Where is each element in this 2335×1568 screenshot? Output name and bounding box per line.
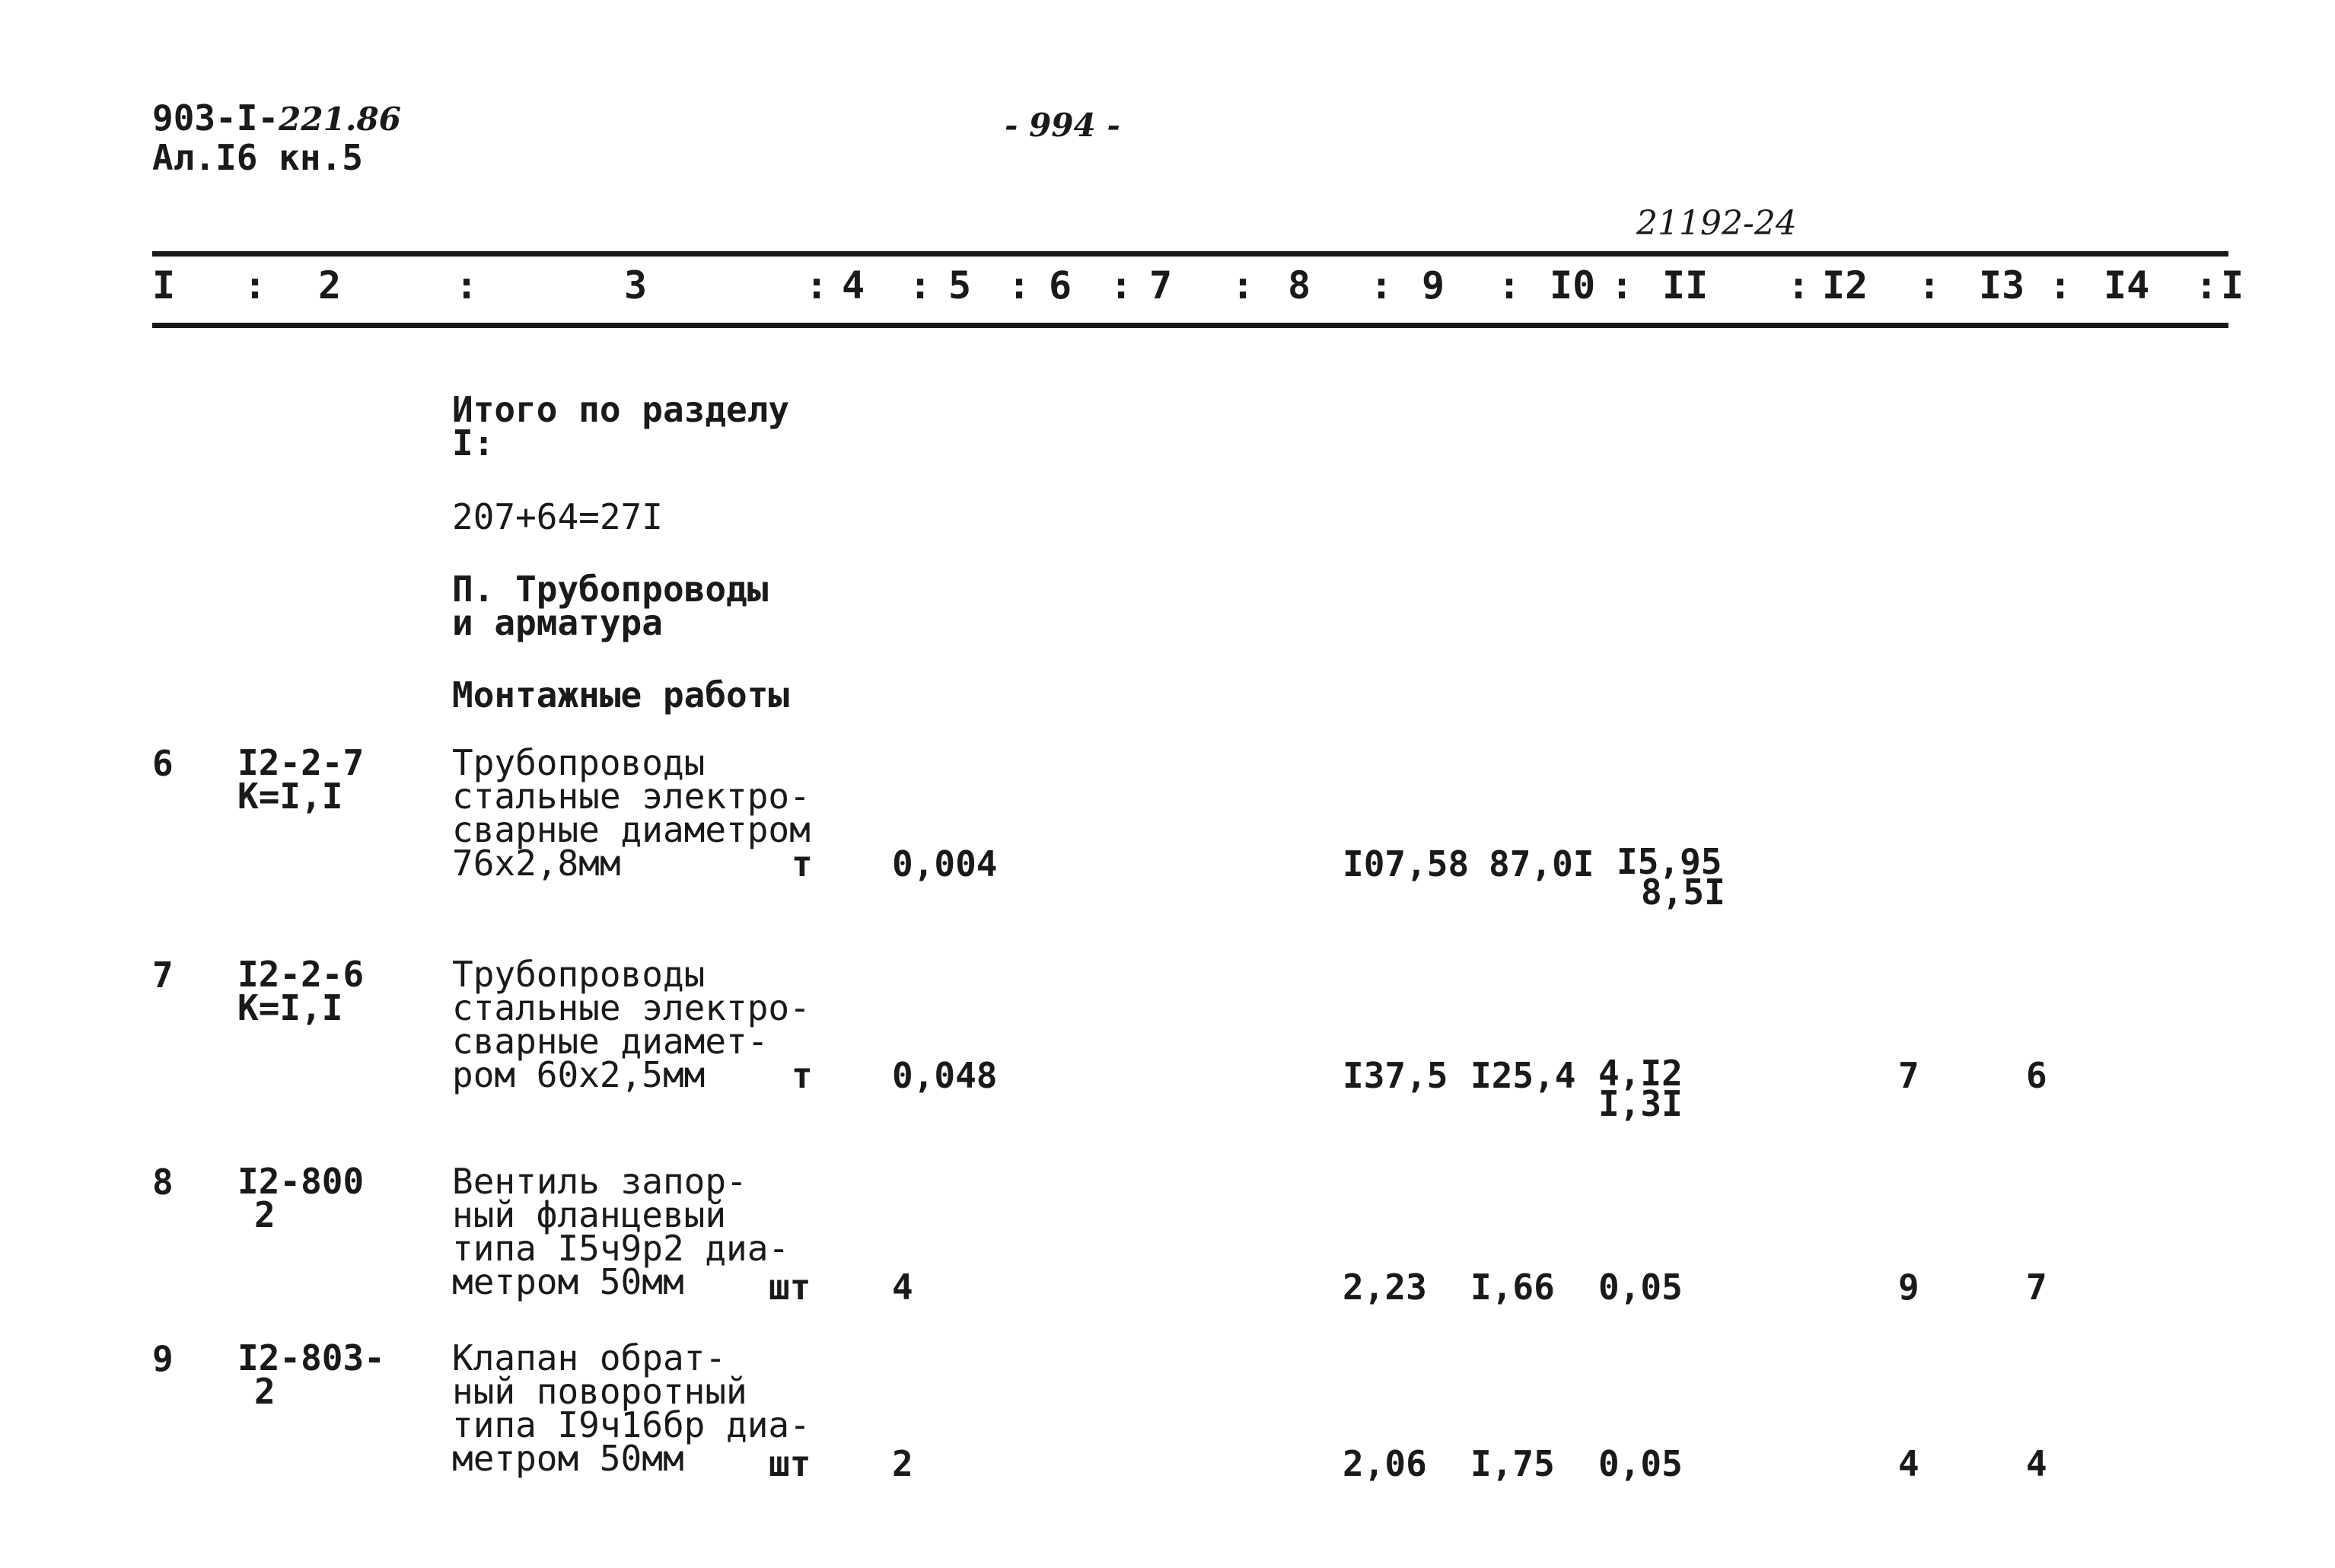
row-quantity: 0,004	[892, 843, 998, 884]
column-header-c14: I4	[2104, 263, 2150, 308]
table-header-rule	[152, 323, 2228, 328]
row-name-line: типа I9ч16бр диа-	[452, 1404, 811, 1445]
column-header-c3: 3	[624, 263, 648, 308]
column-header-c13: I3	[1979, 263, 2025, 308]
row-number: 9	[152, 1338, 174, 1379]
row-name-line: типа I5ч9р2 диа-	[452, 1228, 790, 1269]
column-separator: :	[1498, 263, 1521, 308]
row-number: 8	[152, 1162, 174, 1203]
row-code-line: К=I,I	[237, 987, 343, 1028]
row-code-line: К=I,I	[237, 776, 343, 817]
row-col14-value: 7	[2026, 1267, 2047, 1308]
row-name-line: сварные диамет-	[452, 1021, 769, 1062]
row-col14-value: 6	[2026, 1055, 2047, 1096]
row-unit: т	[792, 1055, 813, 1096]
row-unit: шт	[769, 1443, 811, 1484]
document-code-printed: 903-I-	[152, 97, 279, 139]
column-separator: :	[1370, 263, 1394, 308]
row-unit: шт	[769, 1267, 811, 1308]
row-code-line: 2	[254, 1194, 276, 1235]
row-name-line: ный фланцевый	[452, 1194, 727, 1235]
section-summary-title	[452, 389, 790, 464]
row-col11-line: 4,I2	[1598, 1053, 1683, 1094]
row-name	[452, 1337, 811, 1479]
row-code	[237, 954, 365, 1028]
column-header-c11: II	[1662, 263, 1709, 308]
row-col13-value: 7	[1898, 1055, 1919, 1096]
section-summary-formula: 207+64=27I	[452, 496, 663, 537]
column-separator: :	[805, 263, 829, 308]
row-code	[237, 1161, 365, 1235]
row-quantity: 2	[892, 1443, 913, 1484]
row-col11-value: 0,05	[1598, 1267, 1683, 1308]
row-name-line: стальные электро-	[452, 987, 811, 1028]
row-col11-line: 8,5I	[1641, 872, 1725, 913]
row-col10-value: 87,0I	[1489, 843, 1594, 884]
row-col10-value: I,75	[1470, 1443, 1555, 1484]
column-header-c6: 6	[1049, 263, 1072, 308]
row-name-line: 76х2,8мм	[452, 843, 621, 884]
row-quantity: 4	[892, 1267, 913, 1308]
archive-number: 21192-24	[1636, 204, 1797, 243]
row-name-line: стальные электро-	[452, 776, 811, 817]
row-col9-value: I07,58	[1343, 843, 1470, 884]
row-name-line: ром 60х2,5мм	[452, 1054, 706, 1095]
row-col14-value: 4	[2026, 1443, 2047, 1484]
row-number: 7	[152, 955, 174, 996]
row-name-line: ный поворотный	[452, 1371, 747, 1412]
row-code-line: 2	[254, 1371, 276, 1412]
column-header-c7: 7	[1149, 263, 1173, 308]
column-header-c8: 8	[1288, 263, 1311, 308]
row-col13-value: 9	[1898, 1267, 1919, 1308]
row-name-line: Трубопроводы	[452, 954, 706, 995]
row-code-line: I2-800	[237, 1161, 365, 1202]
section-2-title	[452, 569, 769, 643]
column-separator: :	[1008, 263, 1031, 308]
row-name-line: сварные диаметром	[452, 809, 811, 850]
row-col9-value: 2,06	[1343, 1443, 1427, 1484]
document-code-handwritten: 221.86	[279, 100, 401, 138]
section-title-line: и арматура	[452, 602, 663, 643]
column-header-c10: I0	[1550, 263, 1596, 308]
row-name	[452, 742, 813, 884]
document-sheet-ref: Ал.I6 кн.5	[152, 137, 363, 178]
row-col11-line: I5,95	[1617, 841, 1722, 882]
row-col11-value	[1617, 841, 1725, 913]
row-name-line: Трубопроводы	[452, 742, 706, 783]
row-code-line: I2-2-6	[237, 954, 365, 995]
column-header-c9: 9	[1422, 263, 1445, 308]
row-col10-value: I25,4	[1470, 1055, 1576, 1096]
column-header-c1: I	[152, 263, 176, 308]
column-separator: :	[2049, 263, 2072, 308]
row-name-line: Вентиль запор-	[452, 1161, 747, 1202]
column-separator: :	[455, 263, 479, 308]
row-name-line: Клапан обрат-	[452, 1337, 727, 1378]
row-code-line: I2-2-7	[237, 742, 365, 783]
row-col10-value: I,66	[1470, 1267, 1555, 1308]
row-col11-value	[1598, 1053, 1683, 1124]
row-col13-value: 4	[1898, 1443, 1919, 1484]
row-name-line: метром 50мм	[452, 1261, 684, 1302]
column-header-c15: I	[2221, 263, 2244, 308]
page-number: - 994 -	[1005, 107, 1120, 144]
row-name-line: метром 50мм	[452, 1438, 684, 1479]
section-title-line: П. Трубопроводы	[452, 569, 769, 610]
column-separator: :	[1231, 263, 1255, 308]
column-header-row	[152, 263, 2244, 318]
column-separator: :	[1110, 263, 1133, 308]
row-code	[237, 1337, 385, 1412]
document-code	[152, 97, 401, 139]
row-code	[237, 742, 365, 817]
summary-title-line: Итого по разделу	[452, 389, 790, 430]
column-header-c12: I2	[1822, 263, 1868, 308]
section-2-subtitle: Монтажные работы	[452, 674, 790, 715]
table-top-rule	[152, 251, 2228, 257]
row-col9-value: 2,23	[1343, 1267, 1427, 1308]
row-code-line: I2-803-	[237, 1337, 385, 1378]
column-header-c4: 4	[842, 263, 865, 308]
summary-title-line: I:	[452, 422, 495, 464]
row-quantity: 0,048	[892, 1055, 998, 1096]
column-separator: :	[909, 263, 932, 308]
column-header-c2: 2	[318, 263, 342, 308]
row-name	[452, 954, 813, 1096]
column-separator: :	[1610, 263, 1634, 308]
row-unit: т	[792, 843, 813, 884]
column-separator: :	[244, 263, 267, 308]
column-separator: :	[2195, 263, 2219, 308]
row-col9-value: I37,5	[1343, 1055, 1448, 1096]
column-header-c5: 5	[948, 263, 972, 308]
column-separator: :	[1787, 263, 1811, 308]
row-name	[452, 1161, 790, 1302]
row-col11-value: 0,05	[1598, 1443, 1683, 1484]
row-number: 6	[152, 743, 174, 784]
row-col11-line: I,3I	[1598, 1083, 1683, 1124]
column-separator: :	[1918, 263, 1942, 308]
